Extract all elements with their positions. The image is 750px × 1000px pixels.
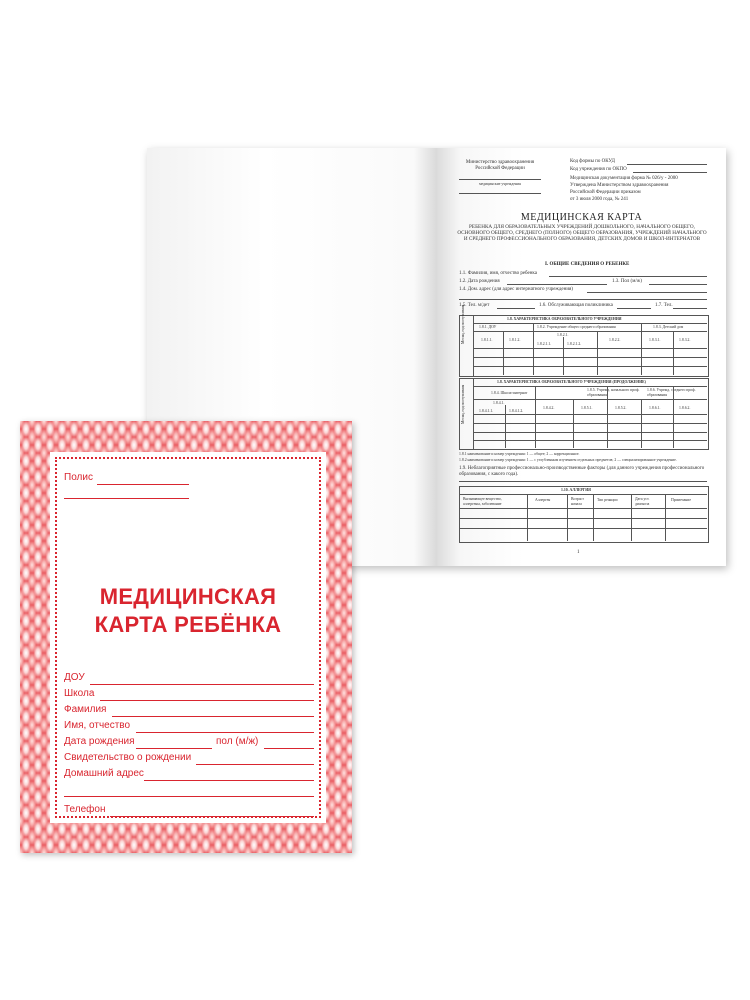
birthdate-line [136, 748, 212, 749]
ministry-line2: Российской Федерации [475, 166, 525, 171]
sex-label: пол (м/ж) [216, 736, 259, 747]
field-clinic-phone-line [673, 308, 707, 309]
table2-cell-1: 1.8.4.1. [493, 401, 505, 405]
institution-caption: медицинские учреждения [479, 182, 521, 186]
cover-white-panel [50, 452, 326, 823]
table2-side-label: Месяц, год поступления [461, 384, 465, 424]
table1-row-line [473, 323, 707, 324]
harmful-line [459, 481, 707, 482]
approved-line: Утверждена Министерством здравоохранения [570, 183, 669, 188]
table1-header-school: 1.8.2. Учреждение общего среднего образования [537, 325, 616, 329]
school-label: Школа [64, 688, 95, 699]
field-sex: 1.3. Пол (м/ж) [612, 279, 642, 284]
table1-row-line-5 [473, 366, 707, 367]
table1-cell-1: 1.8.1.1. [481, 338, 493, 342]
order-line: от 3 июля 2000 года, № 241 [570, 197, 629, 202]
table2-header-2: 1.8.5. Учрежд. начального проф. образования [587, 388, 640, 397]
note-1: 1.8.1 наименование и номер учреждения: 1 — общее; 2 — коррекционное. [459, 452, 580, 456]
field-sex-line [649, 284, 707, 285]
institution-line-2 [459, 193, 541, 194]
form-subtitle: РЕБЕНКА ДЛЯ ОБРАЗОВАТЕЛЬНЫХ УЧРЕЖДЕНИЙ ДОШКОЛЬНОГО, НАЧАЛЬНОГО ОБЩЕГО, ОСНОВНОГО ОБЩЕГО, СРЕДНЕГО (ПОЛНОГО) ОБЩЕГО ОБРАЗОВАНИЯ, УЧРЕЖДЕНИЙ НАЧАЛЬНОГО И СРЕДНЕГО ПРОФЕССИОНАЛЬНОГО ОБРАЗОВАНИЯ, ДЕТСКИХ ДОМОВ И ШКОЛ-ИНТЕРНАТОВ [457, 224, 707, 243]
table1-cell-3: 1.8.2.1. [557, 333, 569, 337]
okud-label: Код формы по ОКУД [570, 159, 615, 164]
address-line-2 [64, 796, 314, 797]
field-address: 1.4. Дом. адрес (для адрес интернатного учреждения) [459, 287, 573, 292]
name-line [136, 732, 314, 733]
field-fio: 1.1. Фамилия, имя, отчество ребенка [459, 271, 537, 276]
form-number: Медицинская документация форма № 026/у - 2000 [570, 176, 678, 181]
table1-col-5 [641, 323, 642, 375]
table2-row-line-5 [473, 432, 707, 433]
table2-col-2 [535, 386, 536, 448]
sex-line [264, 748, 314, 749]
field-birthdate-line [507, 284, 607, 285]
institution-line [459, 179, 541, 180]
table1-row-line-4 [473, 357, 707, 358]
dou-line [90, 684, 314, 685]
okpo-label: Код учреждения по ОКПО [570, 167, 627, 172]
table1-title: 1.8. ХАРАКТЕРИСТИКА ОБРАЗОВАТЕЛЬНОГО УЧРЕЖДЕНИЯ [507, 317, 622, 321]
field-address-line-2 [459, 299, 707, 300]
table1-cell-2: 1.8.1.2. [509, 338, 521, 342]
address-line [144, 780, 314, 781]
polis-line [97, 484, 189, 485]
table3-title: 1.10. АЛЛЕРГИЯ [561, 488, 591, 492]
field-clinic-phone: 1.7. Тел. [655, 303, 673, 308]
form-title: МЕДИЦИНСКАЯ КАРТА [520, 212, 643, 223]
federation-line: Российской Федерации приказом [570, 190, 641, 195]
table1-row-line-3 [473, 348, 707, 349]
certificate-line [196, 764, 314, 765]
table1-header-dou: 1.8.1. ДОУ [479, 325, 497, 329]
cover-title-line2: КАРТА РЕБЁНКА [94, 612, 282, 637]
polis-label: Полис [64, 472, 93, 483]
table2-cell-2: 1.8.4.1.1. [479, 409, 494, 413]
field-birthdate: 1.2. Дата рождения [459, 279, 500, 284]
polis-line-2 [64, 498, 189, 499]
table3-header-6: Примечание [671, 498, 692, 502]
table3-header-3: Возраст начала [571, 497, 584, 506]
birthdate-label: Дата рождения [64, 736, 135, 747]
school-line [100, 700, 314, 701]
table1-header-orphanage: 1.8.3. Детский дом [653, 325, 684, 329]
okpo-line [633, 172, 707, 173]
table3-col-2 [567, 494, 568, 541]
table2-row-line-2 [473, 399, 707, 400]
table2-cell-8: 1.8.6.2. [679, 406, 691, 410]
table3-header-4: Тип реакции [597, 498, 618, 502]
page-number: 1 [577, 550, 580, 555]
phone-label: Телефон [64, 804, 106, 815]
field-clinic: 1.6. Обслуживающая поликлиника [539, 303, 613, 308]
table2-col-5 [641, 399, 642, 448]
field-fio-line [549, 276, 707, 277]
okud-line [627, 164, 707, 165]
address-label: Домашний адрес [64, 768, 144, 779]
dou-label: ДОУ [64, 672, 85, 683]
field-phone-line [497, 308, 535, 309]
surname-line [112, 716, 314, 717]
note-2: 1.8.2 наименование и номер учреждения: 1 — с углубленным изучением отдельных предметов; 2 — специализированное учреждение. [459, 458, 677, 462]
table3-header-2: Аллерген [535, 498, 551, 502]
table1-col-1 [503, 331, 504, 375]
table2-row-line-4 [473, 423, 707, 424]
table3-header-1: Вызывающее вещество, аллергены, заболевание [463, 497, 502, 506]
phone-line [110, 816, 314, 817]
table1-col-2 [533, 323, 534, 375]
table3-row-line [459, 494, 707, 495]
table2-cell-3: 1.8.4.1.2. [509, 409, 524, 413]
table1-row-line-2 [473, 331, 707, 332]
table3-row-line-2 [459, 508, 707, 509]
table2-header-3: 1.8.6. Учрежд. среднего проф. образования [647, 388, 696, 397]
table2-row-line-6 [473, 440, 707, 441]
table1-cell-5: 1.8.2.1.2. [567, 342, 582, 346]
table3-col-4 [631, 494, 632, 541]
table1-col-6 [673, 331, 674, 375]
cover-title-line1: МЕДИЦИНСКАЯ [99, 584, 277, 609]
table2-header-1: 1.8.4. Школа-интернат [491, 391, 528, 395]
table3-row-line-3 [459, 518, 707, 519]
table2-col-4 [607, 386, 608, 448]
table3-col-5 [665, 494, 666, 541]
booklet-cover [20, 421, 352, 853]
table1-cell-4: 1.8.2.1.1. [537, 342, 552, 346]
ministry-line1: Министерство здравоохранения [465, 160, 535, 165]
field-harmful-factors: 1.9. Неблагоприятные профессионально-производственные факторы (для данного учреждения профессионального образования, с какого года). [459, 466, 705, 477]
table1-col-4 [597, 331, 598, 375]
table2-row-line-3 [473, 414, 707, 415]
section-general: I. ОБЩИЕ СВЕДЕНИЯ О РЕБЕНКЕ [545, 262, 630, 267]
field-address-line [587, 292, 707, 293]
certificate-label: Свидетельство о рождении [64, 752, 192, 763]
table3-row-line-4 [459, 528, 707, 529]
table2-col-3 [573, 399, 574, 448]
field-phone: 1.5. Тел. м/дет [459, 303, 490, 308]
field-clinic-line [617, 308, 651, 309]
table2-row-line [473, 386, 707, 387]
table2-col-1 [505, 405, 506, 448]
table2-cell-5: 1.8.5.1. [581, 406, 593, 410]
table3-col-1 [527, 494, 528, 541]
surname-label: Фамилия [64, 704, 107, 715]
table2-title: 1.8. ХАРАКТЕРИСТИКА ОБРАЗОВАТЕЛЬНОГО УЧРЕЖДЕНИЯ (ПРОДОЛЖЕНИЕ) [497, 380, 646, 384]
table1-side-label: Месяц, год поступления [461, 304, 465, 344]
table2-col-6 [673, 386, 674, 448]
table1-cell-6: 1.8.2.2. [609, 338, 621, 342]
table2-cell-6: 1.8.5.2. [615, 406, 627, 410]
table1-cell-8: 1.8.3.2. [679, 338, 691, 342]
booklet-form-page [437, 148, 726, 566]
table2-cell-7: 1.8.6.1. [649, 406, 661, 410]
table3-header-5: Дата уст. диагноза [635, 497, 650, 506]
table1-col-3 [563, 337, 564, 375]
table2-cell-4: 1.8.4.2. [543, 406, 555, 410]
table3-col-3 [593, 494, 594, 541]
table1-cell-7: 1.8.3.1. [649, 338, 661, 342]
name-label: Имя, отчество [64, 720, 131, 731]
